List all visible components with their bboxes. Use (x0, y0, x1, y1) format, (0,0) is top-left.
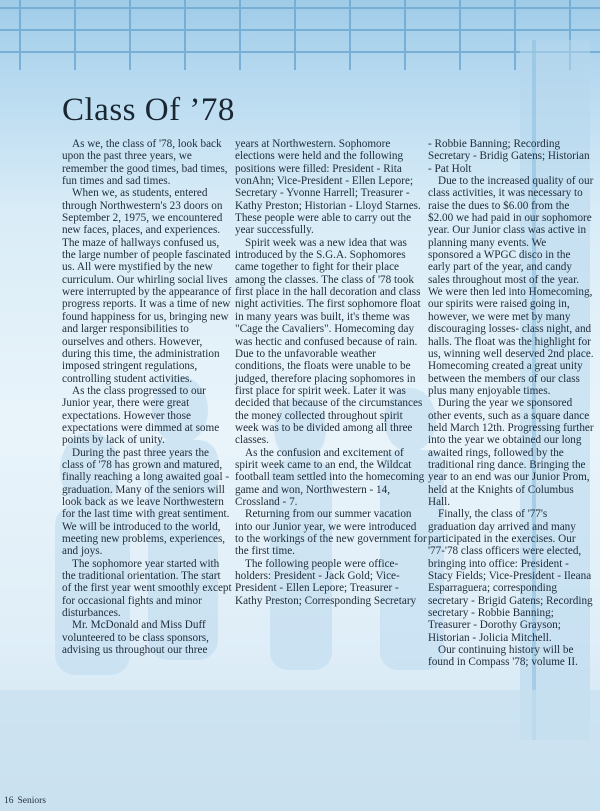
section-name: Seniors (17, 796, 46, 806)
page-number: 16 (4, 796, 14, 806)
paragraph: During the year we sponsored other events, such as a square dance held March 12th. Progressing further into the year we obtained our long awaited rings, followed by the traditional ring dance. Bringing the year to an end was our Junior Prom, held at the Knights of Columbus Hall. (428, 397, 594, 508)
paragraph: - Robbie Banning; Recording Secretary - Bridig Gatens; Historian - Pat Holt (428, 138, 590, 175)
paragraph: Our continuing history will be found in Compass '78; volume II. (428, 644, 578, 669)
paragraph: Returning from our summer vacation into our Junior year, we were introduced to the workings of the new government for the first time. (235, 508, 427, 558)
paragraph: Due to the increased quality of our class activities, it was necessary to raise the dues to $6.00 from the $2.00 we had paid in our sophomore year. Our Junior class was active in planning many events. We sponsored a WPGC disco in the early part of the year, and candy sales throughout most of the year. We were then led into Homecoming, our spirits were raised going in, however, we were met by many discouraging losses- class night, and halls. The float was the highlight for us, winning well deserved 2nd place. Homecoming created a great unity between the members of our class plus many enjoyable times. (428, 175, 594, 397)
text-column-1 (62, 138, 232, 656)
ground (0, 690, 600, 811)
paragraph: The sophomore year started with the traditional orientation. The start of the first year went smoothly except for occasional fights and minor disturbances. (62, 557, 232, 620)
building-facade (0, 0, 600, 70)
page-title: Class Of ’78 (62, 92, 235, 128)
text-column-2 (235, 138, 427, 607)
paragraph: As we, the class of '78, look back upon the past three years, we remember the good times, bad times, fun times and sad times. (62, 138, 228, 188)
paragraph: As the confusion and excitement of spirit week came to an end, the Wildcat football team settled into the homecoming game and won, Northwestern - 14, Crossland - 7. (235, 446, 425, 508)
paragraph: Finally, the class of '77's graduation day arrived and many participated in the exercises. Our '77-'78 class officers were elected, bringing into office: President - Stacy Fields; Vice-President - Ileana Esparraguera; corresponding secretary - Brigid Gatens; Recording secretary - Robbie Banning; Treasurer - Dorothy Grayson; Historian - Jolicia Mitchell. (428, 508, 593, 644)
paragraph: When we, as students, entered through Northwestern's 23 doors on September 2, 1975, we encountered new faces, places, and experiences. The maze of hallways confused us, the large number of people fascinated us. All were mystified by the new curriculum. Our whirling social lives were interrupted by the appearance of progress reports. It was a time of new found happiness for us, bringing new and larger responsibilities to ourselves and others. However, during this time, the administration imposed stringent regulations, controlling student activities. (62, 187, 232, 385)
paragraph: years at Northwestern. Sophomore elections were held and the following positions were filled: President - Rita vonAhn; Vice-President - Ellen Lepore; Secretary - Yvonne Harrell; Treasurer - Kathy Preston; Historian - Lloyd Starnes. These people were able to carry out the year successfully. (235, 138, 421, 237)
paragraph: Mr. McDonald and Miss Duff volunteered to be class sponsors, advising us throughout our three (62, 619, 209, 657)
page-footer (4, 796, 50, 806)
paragraph: Spirit week was a new idea that was introduced by the S.G.A. Sophomores came together to fight for their place among the classes. The class of '78 took first place in the hall decoration and class night activities. The first sophomore float in many years was built, it's theme was "Cage the Cavaliers". Homecoming day was hectic and confused because of rain. Due to the unfavorable weather conditions, the floats were unable to be judged, therefore placing sophomores in first place for spirit week. Later it was decided that because of the circumstances the money collected throughout spirit week was to be divided among all three classes. (235, 236, 423, 447)
paragraph: The following people were office-holders: President - Jack Gold; Vice-President - Ellen Lepore; Treasurer - Kathy Preston; Corresponding Secretary (235, 557, 417, 607)
paragraph: During the past three years the class of '78 has grown and matured, finally reaching a long awaited goal - graduation. Many of the seniors will look back as we leave Northwestern for the last time with great sentiment. We will be introduced to the world, meeting new problems, experiences, and joys. (62, 446, 230, 558)
text-column-3 (428, 138, 594, 669)
paragraph: As the class progressed to our Junior year, there were great expectations. However those expectations were dimmed at some points by lack of unity. (62, 384, 220, 447)
